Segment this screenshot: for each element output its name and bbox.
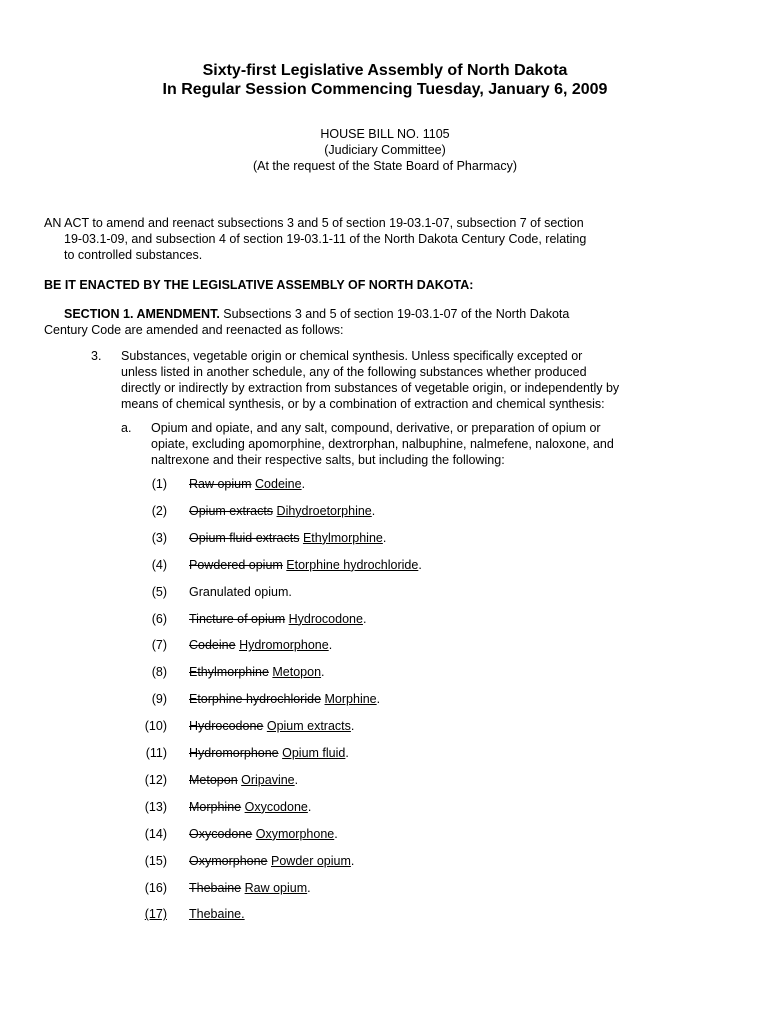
deleted-text: Metopon [189, 772, 238, 787]
enacting-clause: BE IT ENACTED BY THE LEGISLATIVE ASSEMBLY OF NORTH DAKOTA: [44, 278, 474, 292]
item-number: (15) [144, 853, 167, 868]
list-item [0, 558, 770, 576]
inserted-text: Opium fluid [282, 746, 346, 760]
item-period: . [307, 799, 312, 814]
list-item [0, 638, 770, 656]
item-text [189, 827, 338, 841]
list-item [0, 827, 770, 845]
inserted-text: Hydromorphone [239, 638, 329, 653]
deleted-text: Morphine [189, 799, 242, 814]
item-period: . [328, 638, 333, 653]
inserted-text: Etorphine hydrochloride [286, 557, 419, 572]
clause-line-3: naltrexone and their respective salts, but including the following: [151, 453, 505, 467]
list-item [0, 800, 770, 818]
item-number: (3) [151, 530, 167, 545]
section-1 [44, 306, 671, 338]
clause-line-1: Opium and opiate, and any salt, compound, derivative, or preparation of opium or [151, 421, 601, 435]
inserted-text: Dihydroetorphine [276, 503, 372, 518]
clause-line-2: opiate, excluding apomorphine, dextrorphan, nalbuphine, nalmefene, naloxone, and [151, 437, 614, 451]
subsection-line-3: directly or indirectly by extraction from substances of vegetable origin, or independently by [121, 381, 620, 395]
deleted-text: Oxymorphone [189, 853, 268, 868]
item-text [189, 746, 349, 760]
item-period: . [350, 719, 355, 734]
item-period: . [301, 477, 306, 491]
item-text [189, 504, 375, 518]
item-number: (9) [151, 692, 167, 707]
item-text [189, 907, 245, 921]
item-text [189, 800, 311, 814]
item-text [189, 665, 325, 679]
inserted-text: Metopon [272, 665, 322, 680]
item-number: (14) [144, 826, 167, 841]
list-item [0, 719, 770, 737]
item-text [189, 773, 298, 787]
item-text [189, 854, 354, 868]
subsection-line-1: Substances, vegetable origin or chemical synthesis. Unless specifically excepted or [121, 349, 583, 363]
inserted-text: Thebaine. [189, 907, 245, 922]
inserted-text: Hydrocodone [288, 611, 363, 626]
item-period: . [334, 826, 338, 841]
inserted-text: Morphine [324, 692, 377, 707]
list-item [0, 531, 770, 549]
inserted-text: Opium extracts [266, 719, 351, 734]
deleted-text: Hydromorphone [189, 746, 279, 760]
title-line-2: In Regular Session Commencing Tuesday, January 6, 2009 [162, 81, 608, 98]
clause-letter: a. [121, 421, 132, 435]
item-number: (10) [144, 719, 167, 734]
item-number: (11) [145, 746, 167, 760]
bill-number: HOUSE BILL NO. 1105 [320, 127, 450, 141]
committee-line: (Judiciary Committee) [324, 143, 446, 157]
item-period: . [350, 853, 355, 868]
deleted-text: Hydrocodone [189, 719, 264, 734]
item-number: (17) [144, 907, 167, 922]
list-item [0, 504, 770, 522]
list-item [0, 692, 770, 710]
act-line-1: AN ACT to amend and reenact subsections 3 and 5 of section 19-03.1-07, subsection 7 of section [44, 216, 584, 230]
item-number: (4) [151, 557, 167, 572]
act-line-2: 19-03.1-09, and subsection 4 of section 19-03.1-11 of the North Dakota Century Code, relating [64, 232, 587, 246]
item-period: . [376, 692, 381, 707]
item-number: (13) [144, 799, 167, 814]
deleted-text: Opium fluid extracts [189, 530, 300, 545]
inserted-text: Oripavine [241, 772, 295, 787]
inserted-text: Ethylmorphine [302, 530, 383, 545]
item-text [189, 638, 332, 652]
item-period: . [371, 503, 376, 518]
item-period: . [382, 530, 387, 545]
request-line: (At the request of the State Board of Pharmacy) [252, 159, 518, 173]
list-item [0, 477, 770, 495]
item-number: (16) [144, 880, 167, 895]
subsection-line-4: means of chemical synthesis, or by a combination of extraction and chemical synthesis: [121, 397, 605, 411]
item-number: (8) [151, 665, 167, 680]
subsection-line-2: unless listed in another schedule, any of the following substances whether produced [121, 365, 587, 379]
item-text [189, 585, 292, 599]
item-period: . [321, 665, 325, 680]
list-item [0, 746, 770, 764]
section-heading: SECTION 1. AMENDMENT. [64, 307, 220, 321]
deleted-text: Ethylmorphine [189, 665, 269, 680]
item-text [189, 692, 380, 706]
item-text [189, 477, 305, 491]
deleted-text: Etorphine hydrochloride [189, 692, 322, 707]
list-item [0, 854, 770, 872]
title-line-1: Sixty-first Legislative Assembly of North Dakota [202, 62, 568, 79]
deleted-text: Raw opium [189, 477, 252, 491]
item-text [189, 719, 354, 733]
subsection-3-text [121, 348, 671, 412]
item-period: . [294, 772, 299, 787]
subsection-number: 3. [91, 349, 102, 363]
item-period: . [345, 746, 349, 760]
deleted-text: Powdered opium [189, 557, 283, 572]
item-number: (12) [144, 772, 167, 787]
item-text [189, 881, 311, 895]
list-item [0, 585, 770, 603]
inserted-text: Oxycodone [244, 799, 308, 814]
list-item [0, 612, 770, 630]
list-item [0, 881, 770, 899]
deleted-text: Codeine [189, 638, 236, 653]
deleted-text: Oxycodone [189, 826, 253, 841]
act-line-3: to controlled substances. [64, 248, 203, 262]
item-period: . [362, 611, 367, 626]
item-text [189, 531, 386, 545]
section-line-1: Subsections 3 and 5 of section 19-03.1-07 of the North Dakota [219, 307, 570, 321]
deleted-text: Thebaine [189, 880, 242, 895]
item-text [189, 612, 366, 626]
section-line-2: Century Code are amended and reenacted as follows: [44, 323, 344, 337]
item-number: (7) [151, 638, 167, 653]
list-item [0, 907, 770, 925]
item-number: (5) [151, 584, 167, 599]
inserted-text: Codeine [255, 477, 302, 491]
item-plain-text: Granulated opium. [189, 584, 292, 599]
item-number: (2) [151, 503, 167, 518]
act-title [44, 215, 671, 263]
inserted-text: Raw opium [244, 880, 308, 895]
item-number: (6) [151, 611, 167, 626]
deleted-text: Tincture of opium [189, 611, 286, 626]
item-number: (1) [151, 477, 167, 491]
list-item [0, 773, 770, 791]
deleted-text: Opium extracts [189, 503, 274, 518]
item-period: . [418, 557, 422, 572]
item-period: . [307, 880, 311, 895]
item-text [189, 558, 422, 572]
inserted-text: Oxymorphone [255, 826, 335, 841]
clause-a-text [151, 420, 671, 468]
inserted-text: Powder opium [271, 853, 351, 868]
list-item [0, 665, 770, 683]
